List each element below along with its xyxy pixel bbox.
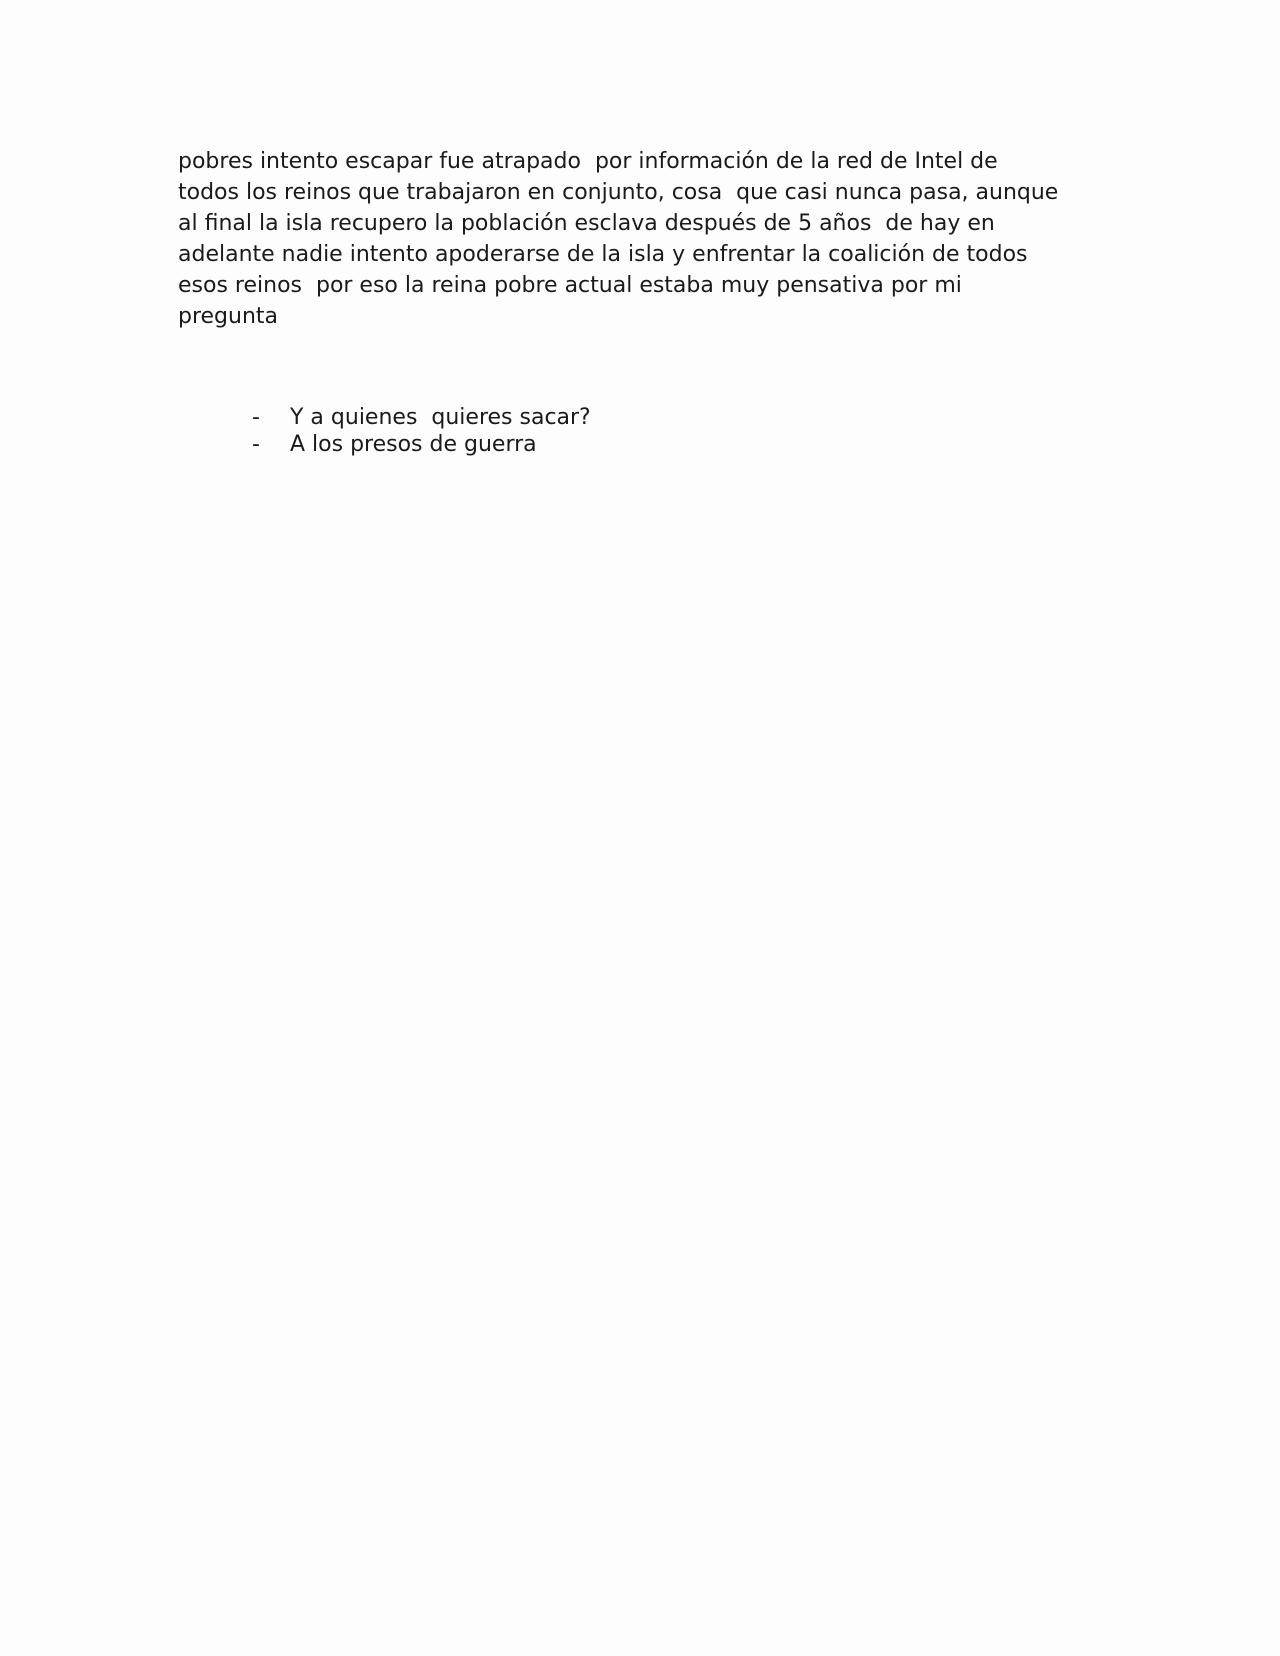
dash-bullet: - xyxy=(252,405,260,430)
dash-bullet: - xyxy=(252,432,260,457)
dialogue-item xyxy=(252,431,591,458)
dialogue-list xyxy=(252,404,591,458)
paragraph-line: al final la isla recupero la población esclava después de 5 años de hay en xyxy=(178,211,995,236)
dialogue-text: Y a quienes quieres sacar? xyxy=(290,405,591,430)
dialogue-text: A los presos de guerra xyxy=(290,432,537,457)
paragraph-line: esos reinos por eso la reina pobre actual estaba muy pensativa por mi xyxy=(178,273,962,298)
paragraph-line: pregunta xyxy=(178,304,279,329)
dialogue-item xyxy=(252,404,591,431)
paragraph-line: adelante nadie intento apoderarse de la isla y enfrentar la coalición de todos xyxy=(178,242,1028,267)
paragraph-line: todos los reinos que trabajaron en conjunto, cosa que casi nunca pasa, aunque xyxy=(178,180,1059,205)
body-paragraph xyxy=(178,146,1108,332)
paragraph-line: pobres intento escapar fue atrapado por información de la red de Intel de xyxy=(178,149,998,174)
